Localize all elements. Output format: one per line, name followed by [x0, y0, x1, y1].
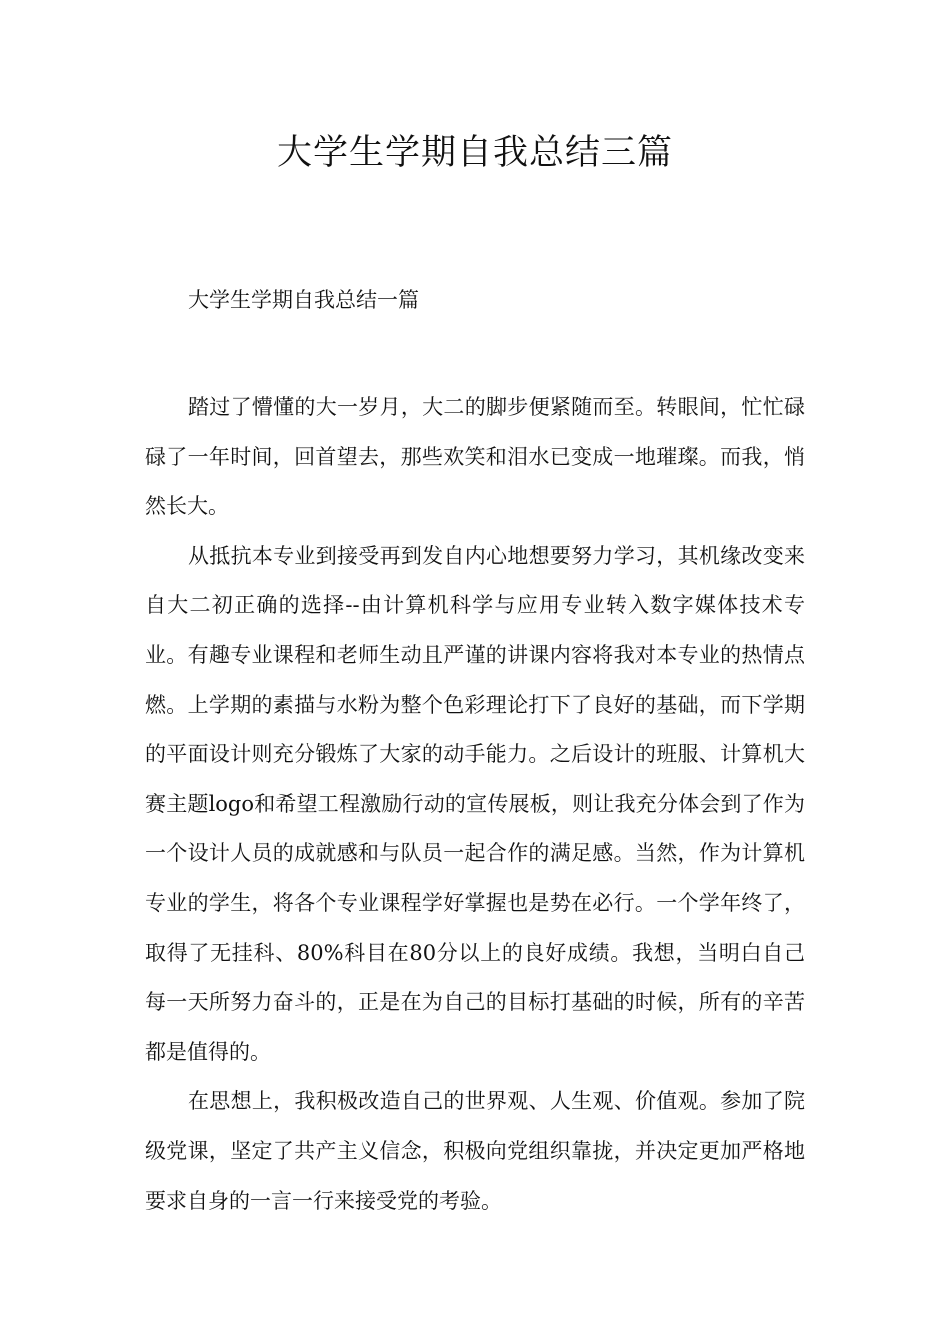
section-heading: 大学生学期自我总结一篇 — [188, 288, 419, 312]
paragraph-1: 踏过了懵懂的大一岁月，大二的脚步便紧随而至。转眼间，忙忙碌碌了一年时间，回首望去，那些欢笑和泪水已变成一地璀璨。而我，悄然长大。 — [145, 395, 805, 519]
document-title: 大学生学期自我总结三篇 — [276, 133, 673, 173]
paragraph-3: 在思想上，我积极改造自己的世界观、人生观、价值观。参加了院级党课，坚定了共产主义信念，积极向党组织靠拢，并决定更加严格地要求自身的一言一行来接受党的考验。 — [145, 1089, 805, 1213]
paragraph-2: 从抵抗本专业到接受再到发自内心地想要努力学习，其机缘改变来自大二初正确的选择--由计算机科学与应用专业转入数字媒体技术专业。有趣专业课程和老师生动且严谨的讲课内容将我对本专业的热情点燃。上学期的素描与水粉为整个色彩理论打下了良好的基础，而下学期的平面设计则充分锻炼了大家的动手能力。之后设计的班服、计算机大赛主题logo和希望工程激励行动的宣传展板，则让我充分体会到了作为一个设计人员的成就感和与队员一起合作的满足感。当然，作为计算机专业的学生，将各个专业课程学好掌握也是势在必行。一个学年终了，取得了无挂科、80%科目在80分以上的良好成绩。我想，当明白自己每一天所努力奋斗的，正是在为自己的目标打基础的时候，所有的辛苦都是值得的。 — [145, 543, 805, 1064]
body-text — [145, 383, 805, 1226]
